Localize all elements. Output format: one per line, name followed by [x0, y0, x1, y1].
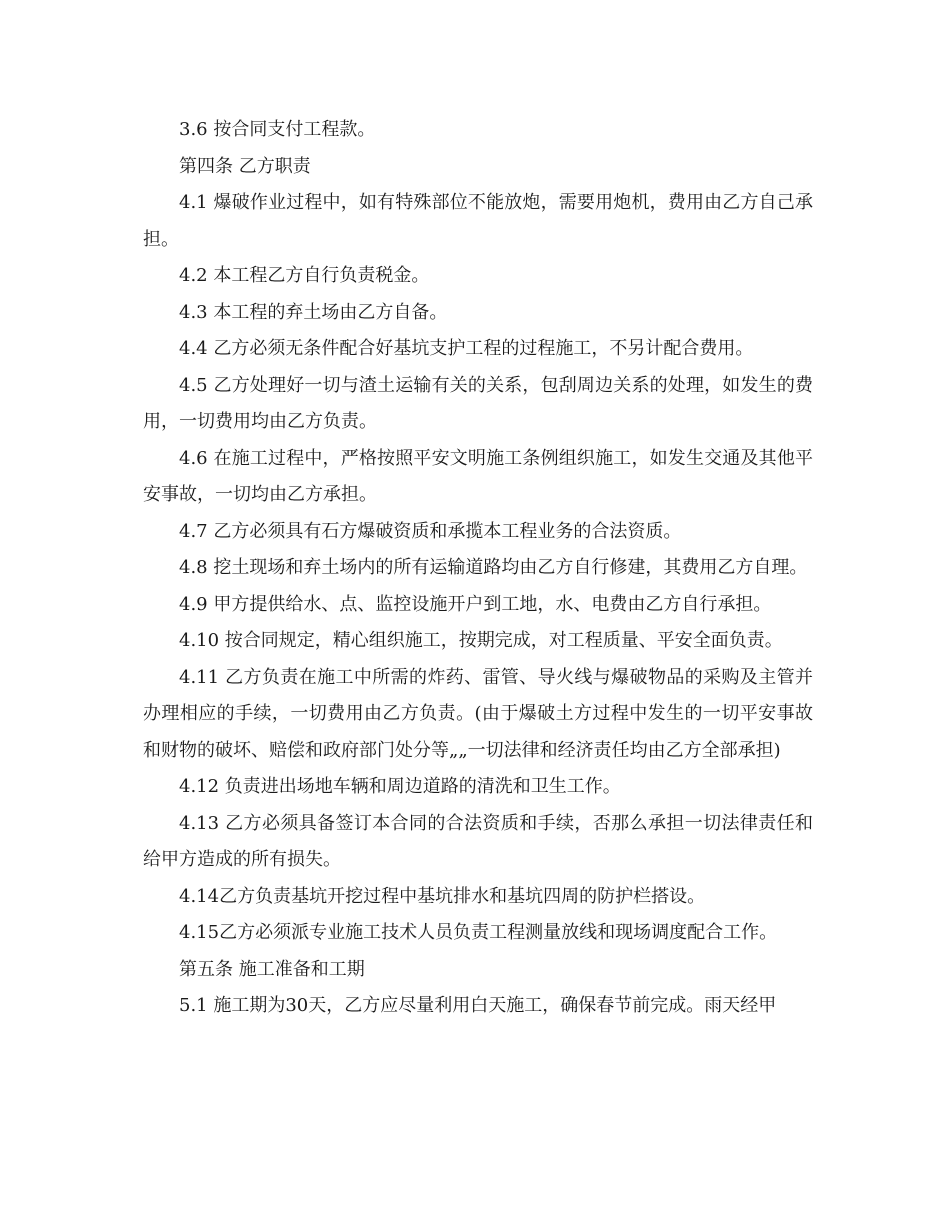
paragraph-4-2: 4.2 本工程乙方自行负责税金。	[179, 265, 430, 286]
paragraph-4-5: 4.5 乙方处理好一切与渣土运输有关的关系，包刮周边关系的处理，如发生的费用，一切费用均由乙方负责。	[143, 374, 813, 432]
heading-article-5: 第五条 施工准备和工期	[179, 958, 365, 980]
paragraph-4-15: 4.15乙方必须派专业施工技术人员负责工程测量放线和现场调度配合工作。	[179, 922, 778, 943]
paragraph-4-13: 4.13 乙方必须具备签订本合同的合法资质和手续，否那么承担一切法律责任和给甲方造成的所有损失。	[143, 812, 813, 870]
paragraph-4-9: 4.9 甲方提供给水、点、监控设施开户到工地，水、电费由乙方自行承担。	[179, 593, 772, 615]
paragraph-4-7: 4.7 乙方必须具有石方爆破资质和承揽本工程业务的合法资质。	[179, 520, 682, 542]
paragraph-4-11: 4.11 乙方负责在施工中所需的炸药、雷管、导火线与爆破物品的采购及主管并办理相应的手续，一切费用由乙方负责。(由于爆破土方过程中发生的一切平安事故和财物的破坏、赔偿和政府部门处分等„„一切法律和经济责任均由乙方全部承担)	[143, 666, 813, 761]
paragraph-4-1: 4.1 爆破作业过程中，如有特殊部位不能放炮，需要用炮机，费用由乙方自己承担。	[143, 192, 813, 250]
paragraph-4-6: 4.6 在施工过程中，严格按照平安文明施工条例组织施工，如发生交通及其他平安事故，一切均由乙方承担。	[143, 447, 813, 505]
paragraph-4-3: 4.3 本工程的弃土场由乙方自备。	[179, 301, 448, 323]
paragraph-3-6: 3.6 按合同支付工程款。	[179, 119, 376, 140]
paragraph-4-12: 4.12 负责进出场地车辆和周边道路的清洗和卫生工作。	[179, 776, 621, 797]
paragraph-4-4: 4.4 乙方必须无条件配合好基坑支护工程的过程施工，不另计配合费用。	[179, 338, 754, 359]
paragraph-5-1: 5.1 施工期为30天，乙方应尽量利用白天施工，确保春节前完成。雨天经甲	[179, 995, 777, 1016]
paragraph-4-8: 4.8 挖土现场和弃土场内的所有运输道路均由乙方自行修建，其费用乙方自理。	[179, 557, 808, 578]
document-body	[143, 112, 813, 1025]
heading-article-4: 第四条 乙方职责	[179, 155, 311, 177]
paragraph-4-10: 4.10 按合同规定，精心组织施工，按期完成，对工程质量、平安全面负责。	[179, 630, 783, 651]
paragraph-4-14: 4.14乙方负责基坑开挖过程中基坑排水和基坑四周的防护栏搭设。	[179, 885, 706, 907]
